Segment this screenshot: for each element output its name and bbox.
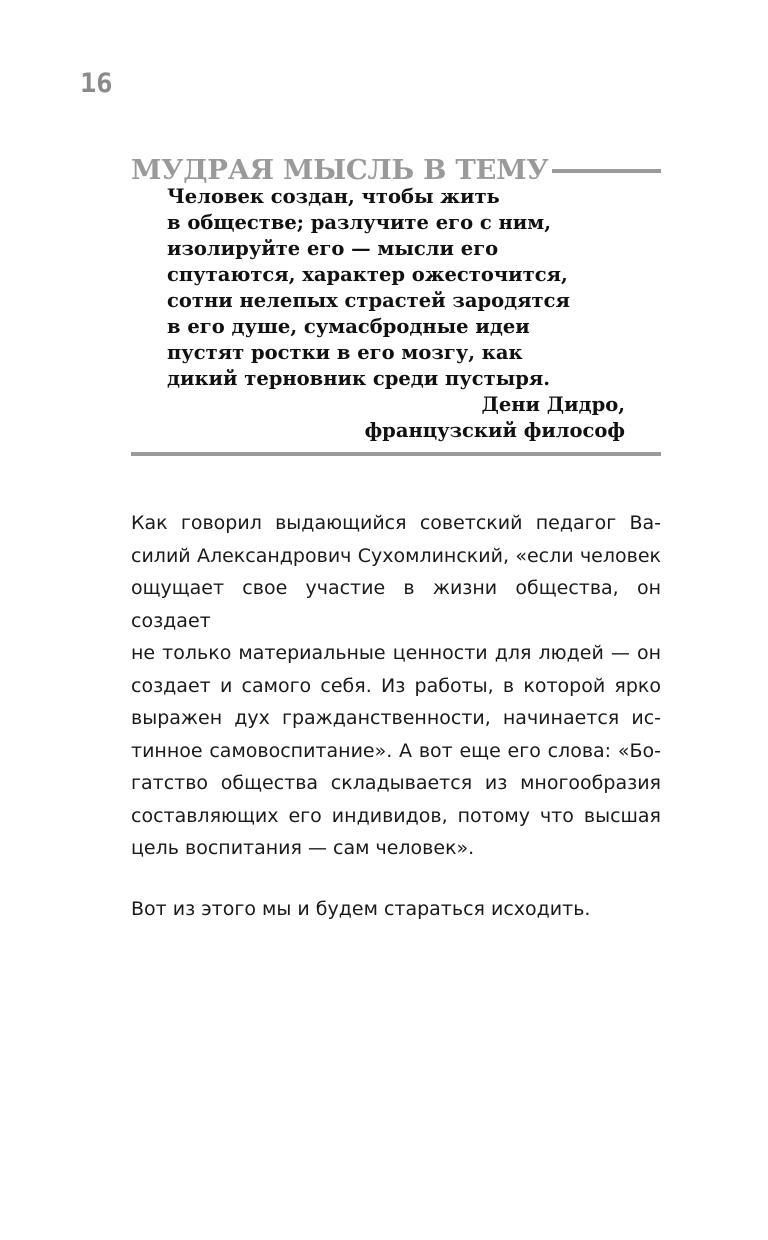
quote-line: сотни нелепых страстей зародятся (167, 289, 570, 312)
sidebar-bottom-rule (131, 452, 661, 456)
body-line: Как говорил выдающийся советский педагог Ва- (131, 512, 661, 534)
quote-sidebar (131, 152, 661, 456)
body-line: ощущает свое участие в жизни общества, он создает (131, 577, 661, 632)
body-line: создает и самого себя. Из работы, в которой ярко (131, 674, 661, 697)
body-line: силий Александрович Сухомлинский, «если человек (131, 544, 661, 567)
sidebar-title: МУДРАЯ МЫСЛЬ В ТЕМУ (131, 154, 549, 186)
quote-line: пустят ростки в его мозгу, как (167, 341, 523, 364)
body-line: выражен дух гражданственности, начинается ис- (131, 707, 661, 729)
body-line: Вот из этого мы и будем стараться исходить. (131, 897, 591, 920)
body-line: составляющих его индивидов, потому что высшая (131, 804, 661, 827)
quote-text (167, 184, 635, 392)
body-line: не только материальные ценности для людей — он (131, 642, 661, 664)
quote-line: дикий терновник среди пустыря. (167, 367, 551, 390)
quote-line: в обществе; разлучите его с ним, (167, 211, 551, 234)
paragraph-2 (131, 893, 661, 926)
body-line: тинное самовоспитание». А вот еще его слова: «Бо- (131, 739, 661, 762)
quote-author: Дени Дидро, (481, 393, 625, 416)
quote-author-role: французский философ (364, 419, 625, 442)
quote-line: изолируйте его — мысли его (167, 237, 499, 260)
quote-line: спутаются, характер ожесточится, (167, 263, 568, 286)
quote-line: в его душе, сумасбродные идеи (167, 315, 530, 338)
paragraph-gap (131, 865, 661, 893)
quote-line: Человек создан, чтобы жить (167, 185, 500, 208)
page-number: 16 (80, 68, 113, 99)
body-text (131, 507, 661, 925)
quote-attribution (131, 392, 625, 444)
body-line: цель воспитания — сам человек». (131, 837, 475, 859)
sidebar-title-rule (552, 169, 661, 173)
paragraph-1 (131, 507, 661, 865)
sidebar-header (131, 152, 661, 188)
body-line: гатство общества складывается из многообразия (131, 772, 661, 794)
